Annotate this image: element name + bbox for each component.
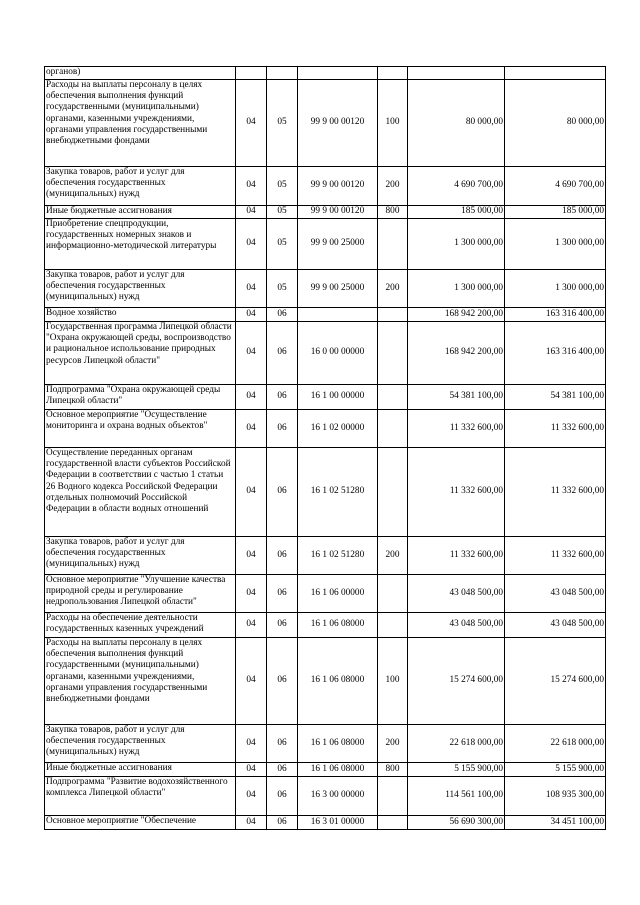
row-sum-year-1: 11 332 600,00 [408,410,505,448]
row-target-article: 99 9 00 25000 [298,219,378,270]
table-row [45,206,606,219]
row-section: 04 [236,613,267,638]
table-row [45,777,606,816]
row-sum-year-1: 168 942 200,00 [408,322,505,385]
row-name: Закупка товаров, работ и услуг для обеспечения государственных (муниципальных) нужд [45,725,236,763]
row-section: 04 [236,206,267,219]
table-row [45,322,606,385]
row-sum-year-1: 1 300 000,00 [408,270,505,308]
row-sum-year-1 [408,67,505,80]
row-expense-type [378,385,408,410]
row-expense-type [378,613,408,638]
row-section: 04 [236,308,267,322]
table-row [45,410,606,448]
row-section: 04 [236,816,267,830]
row-subsection: 06 [267,537,298,575]
row-sum-year-1: 80 000,00 [408,80,505,167]
row-subsection: 06 [267,638,298,725]
row-subsection: 06 [267,308,298,322]
row-expense-type [378,67,408,80]
table-row [45,763,606,777]
row-sum-year-1: 22 618 000,00 [408,725,505,763]
row-name: органов) [45,67,236,80]
row-name: Расходы на обеспечение деятельности государственных казенных учреждений [45,613,236,638]
row-sum-year-2: 11 332 600,00 [505,537,606,575]
row-sum-year-2: 185 000,00 [505,206,606,219]
row-target-article: 16 1 02 00000 [298,410,378,448]
table-row [45,270,606,308]
row-expense-type [378,322,408,385]
row-subsection: 06 [267,575,298,613]
row-target-article: 16 1 02 51280 [298,537,378,575]
row-name: Подпрограмма "Развитие водохозяйственного комплекса Липецкой области" [45,777,236,816]
row-sum-year-1: 168 942 200,00 [408,308,505,322]
row-target-article: 16 1 06 08000 [298,638,378,725]
row-expense-type [378,448,408,537]
row-subsection: 06 [267,816,298,830]
row-name: Приобретение спецпродукции, государственных номерных знаков и информационно-методической литературы [45,219,236,270]
row-sum-year-2: 5 155 900,00 [505,763,606,777]
row-section: 04 [236,448,267,537]
row-target-article: 99 9 00 00120 [298,80,378,167]
row-subsection: 06 [267,410,298,448]
row-section: 04 [236,537,267,575]
row-sum-year-2: 163 316 400,00 [505,308,606,322]
row-subsection: 06 [267,322,298,385]
row-subsection: 05 [267,219,298,270]
row-sum-year-1: 15 274 600,00 [408,638,505,725]
row-name: Государственная программа Липецкой области "Охрана окружающей среды, воспроизводство и рациональное использование природных ресурсов Липецкой области" [45,322,236,385]
row-sum-year-2: 22 618 000,00 [505,725,606,763]
row-name: Расходы на выплаты персоналу в целях обеспечения выполнения функций государственными (муниципальными) органами, казенными учреждениями, органами управления государственными внебюджетными фондами [45,638,236,725]
row-sum-year-1: 43 048 500,00 [408,575,505,613]
row-subsection: 06 [267,725,298,763]
row-subsection: 06 [267,777,298,816]
row-expense-type [378,777,408,816]
row-sum-year-1: 4 690 700,00 [408,167,505,206]
row-expense-type: 200 [378,270,408,308]
row-sum-year-1: 11 332 600,00 [408,537,505,575]
row-subsection [267,67,298,80]
row-subsection: 05 [267,167,298,206]
table-row [45,613,606,638]
row-target-article [298,308,378,322]
table-row [45,385,606,410]
row-name: Закупка товаров, работ и услуг для обеспечения государственных (муниципальных) нужд [45,537,236,575]
table-row [45,725,606,763]
row-target-article: 16 3 00 00000 [298,777,378,816]
row-expense-type: 100 [378,80,408,167]
row-section: 04 [236,638,267,725]
row-target-article: 16 1 02 51280 [298,448,378,537]
row-target-article: 16 0 00 00000 [298,322,378,385]
row-expense-type [378,219,408,270]
row-sum-year-2: 80 000,00 [505,80,606,167]
row-sum-year-2: 1 300 000,00 [505,270,606,308]
row-sum-year-2: 4 690 700,00 [505,167,606,206]
row-name: Закупка товаров, работ и услуг для обеспечения государственных (муниципальных) нужд [45,167,236,206]
row-expense-type: 200 [378,167,408,206]
row-sum-year-2: 54 381 100,00 [505,385,606,410]
row-target-article: 16 1 00 00000 [298,385,378,410]
row-section: 04 [236,763,267,777]
row-subsection: 06 [267,613,298,638]
row-target-article: 16 3 01 00000 [298,816,378,830]
table-row [45,308,606,322]
row-sum-year-2 [505,67,606,80]
row-target-article: 16 1 06 08000 [298,725,378,763]
row-expense-type [378,308,408,322]
row-name: Подпрограмма "Охрана окружающей среды Липецкой области" [45,385,236,410]
row-expense-type: 800 [378,206,408,219]
row-expense-type: 800 [378,763,408,777]
row-subsection: 05 [267,270,298,308]
row-name: Иные бюджетные ассигнования [45,763,236,777]
row-name: Иные бюджетные ассигнования [45,206,236,219]
row-target-article: 99 9 00 00120 [298,167,378,206]
row-expense-type: 100 [378,638,408,725]
row-subsection: 06 [267,385,298,410]
row-sum-year-1: 11 332 600,00 [408,448,505,537]
row-sum-year-2: 43 048 500,00 [505,613,606,638]
row-section: 04 [236,322,267,385]
table-row [45,448,606,537]
row-sum-year-2: 15 274 600,00 [505,638,606,725]
row-sum-year-2: 43 048 500,00 [505,575,606,613]
row-sum-year-2: 11 332 600,00 [505,410,606,448]
row-target-article: 16 1 06 00000 [298,575,378,613]
table-row [45,537,606,575]
row-section: 04 [236,777,267,816]
row-sum-year-2: 34 451 100,00 [505,816,606,830]
row-name: Водное хозяйство [45,308,236,322]
table-body [45,67,606,830]
row-section: 04 [236,219,267,270]
row-name: Осуществление переданных органам государственной власти субъектов Российской Федерации в соответствии с частью 1 статьи 26 Водного кодекса Российской Федерации отдельных полномочий Российской Федерации в области водных отношений [45,448,236,537]
budget-table [44,66,606,830]
row-section: 04 [236,725,267,763]
table-row [45,167,606,206]
row-expense-type [378,410,408,448]
row-expense-type: 200 [378,537,408,575]
row-sum-year-2: 163 316 400,00 [505,322,606,385]
table-row [45,575,606,613]
row-sum-year-2: 108 935 300,00 [505,777,606,816]
row-expense-type [378,816,408,830]
row-sum-year-2: 11 332 600,00 [505,448,606,537]
row-target-article: 99 9 00 00120 [298,206,378,219]
row-name: Основное мероприятие "Осуществление мониторинга и охрана водных объектов" [45,410,236,448]
row-subsection: 06 [267,763,298,777]
row-section: 04 [236,410,267,448]
row-section: 04 [236,80,267,167]
row-sum-year-1: 5 155 900,00 [408,763,505,777]
row-name: Закупка товаров, работ и услуг для обеспечения государственных (муниципальных) нужд [45,270,236,308]
row-subsection: 05 [267,206,298,219]
row-target-article [298,67,378,80]
row-subsection: 06 [267,448,298,537]
table-row [45,80,606,167]
row-name: Основное мероприятие "Улучшение качества природной среды и регулирование недропользования Липецкой области" [45,575,236,613]
row-sum-year-1: 1 300 000,00 [408,219,505,270]
row-sum-year-1: 185 000,00 [408,206,505,219]
table-row [45,219,606,270]
row-section: 04 [236,385,267,410]
row-sum-year-1: 56 690 300,00 [408,816,505,830]
row-section: 04 [236,167,267,206]
row-sum-year-1: 43 048 500,00 [408,613,505,638]
table-row [45,638,606,725]
row-expense-type [378,575,408,613]
row-name: Основное мероприятие "Обеспечение [45,816,236,830]
row-target-article: 99 9 00 25000 [298,270,378,308]
row-expense-type: 200 [378,725,408,763]
row-sum-year-1: 54 381 100,00 [408,385,505,410]
table-row [45,67,606,80]
row-sum-year-2: 1 300 000,00 [505,219,606,270]
table-row [45,816,606,830]
row-subsection: 05 [267,80,298,167]
row-section [236,67,267,80]
row-sum-year-1: 114 561 100,00 [408,777,505,816]
row-section: 04 [236,575,267,613]
row-section: 04 [236,270,267,308]
row-name: Расходы на выплаты персоналу в целях обеспечения выполнения функций государственными (муниципальными) органами, казенными учреждениями, органами управления государственными внебюджетными фондами [45,80,236,167]
row-target-article: 16 1 06 08000 [298,613,378,638]
row-target-article: 16 1 06 08000 [298,763,378,777]
